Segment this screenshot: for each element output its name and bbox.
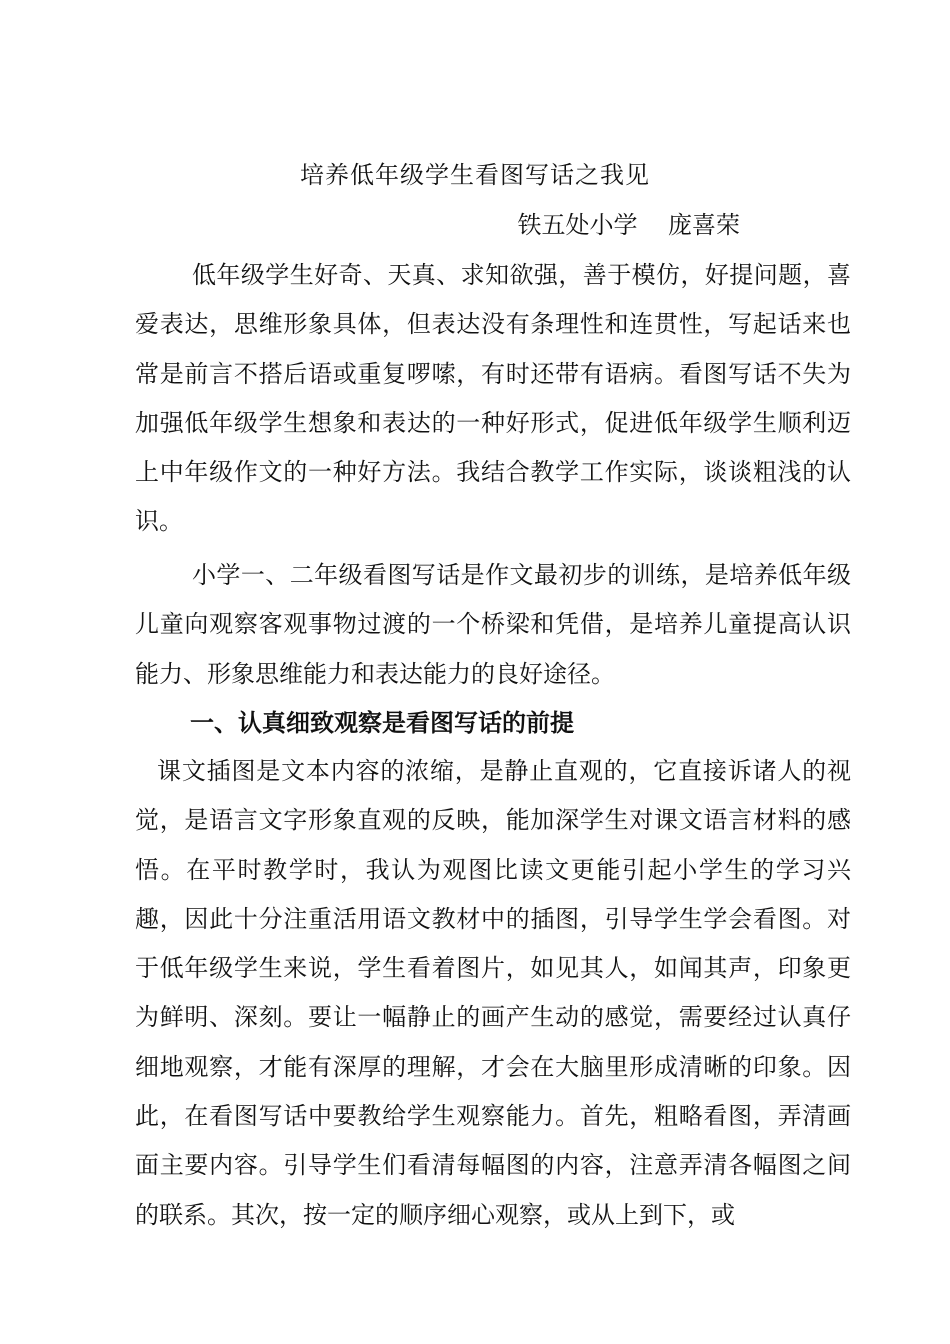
author-line: 铁五处小学 庞喜荣 <box>517 211 740 239</box>
paragraph-section-one: 课文插图是文本内容的浓缩，是静止直观的，它直接诉诸人的视觉，是语言文字形象直观的反映，能加深学生对课文语言材料的感悟。在平时教学时，我认为观图比读文更能引起小学生的学习兴趣，因此十分注重活用语文教材中的插图，引导学生学会看图。对于低年级学生来说，学生看着图片，如见其人，如闻其声，印象更为鲜明、深刻。要让一幅静止的画产生动的感觉，需要经过认真仔细地观察，才能有深厚的理解，才会在大脑里形成清晰的印象。因此，在看图写话中要教给学生观察能力。首先，粗略看图，弄清画面主要内容。引导学生们看清每幅图的内容，注意弄清各幅图之间的联系。其次，按一定的顺序细心观察，或从上到下，或 <box>135 757 851 1229</box>
paragraph-background: 小学一、二年级看图写话是作文最初步的训练，是培养低年级儿童向观察客观事物过渡的一个桥梁和凭借，是培养儿童提高认识能力、形象思维能力和表达能力的良好途径。 <box>135 561 851 688</box>
document-title: 培养低年级学生看图写话之我见 <box>300 161 650 189</box>
paragraph-intro: 低年级学生好奇、天真、求知欲强，善于模仿，好提问题，喜爱表达，思维形象具体，但表达没有条理性和连贯性，写起话来也常是前言不搭后语或重复啰嗦，有时还带有语病。看图写话不失为加强低年级学生想象和表达的一种好形式，促进低年级学生顺利迈上中年级作文的一种好方法。我结合教学工作实际，谈谈粗浅的认识。 <box>135 261 851 536</box>
section-heading: 一、认真细致观察是看图写话的前提 <box>190 709 574 737</box>
